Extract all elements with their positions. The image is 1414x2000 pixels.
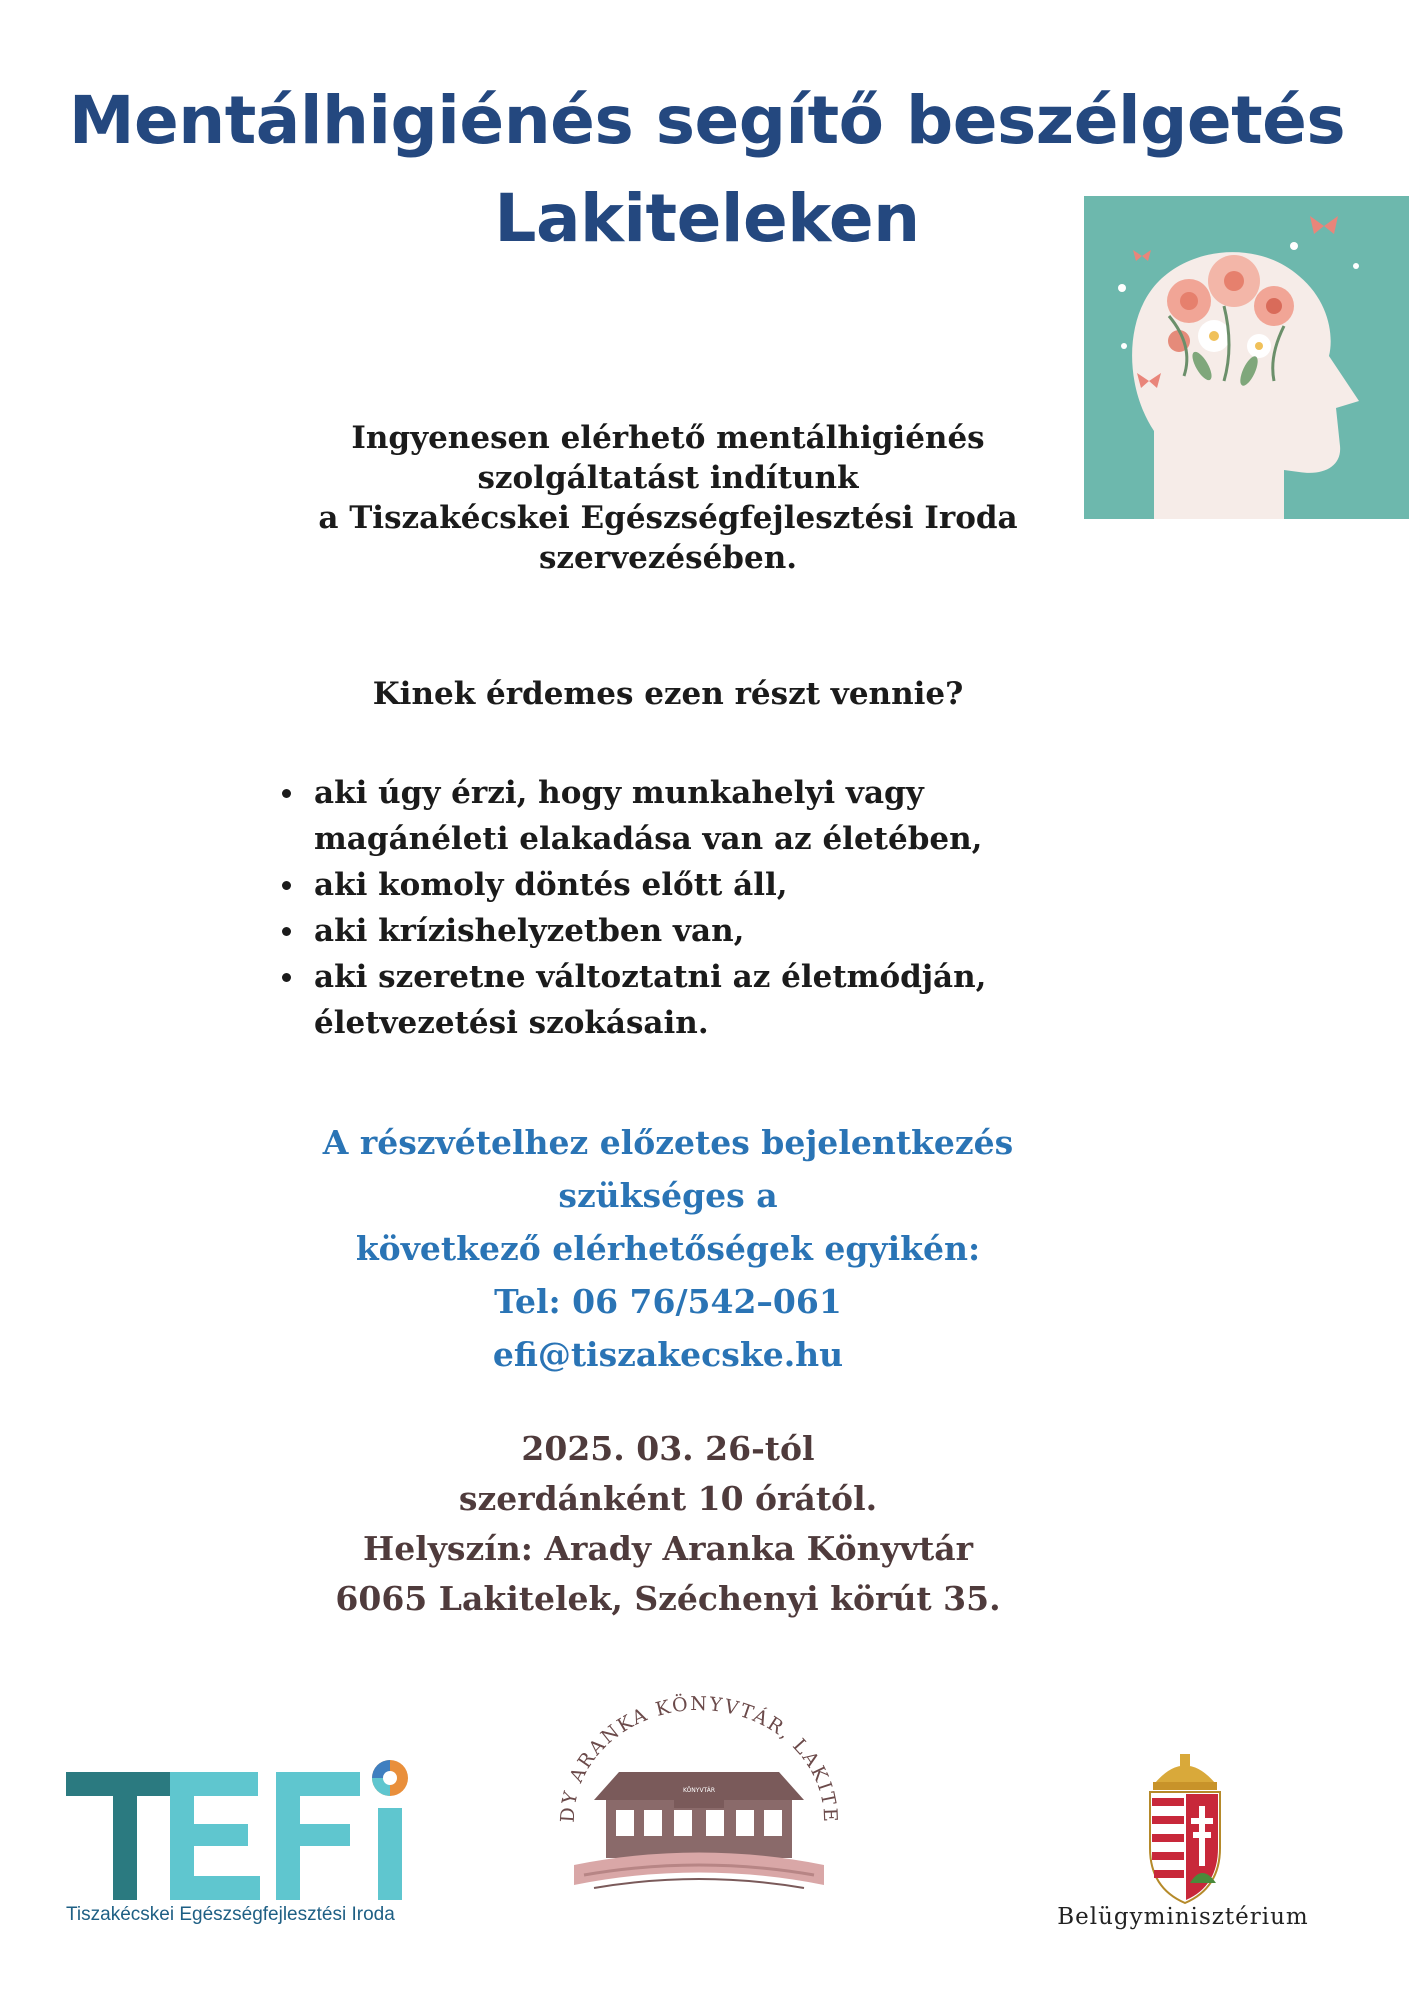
library-sign: KÖNYVTÁR [682, 1787, 716, 1794]
list-item-line: aki úgy érzi, hogy munkahelyi vagy [314, 775, 924, 811]
schedule-place: Helyszín: Arady Aranka Könyvtár [363, 1529, 973, 1568]
list-item [278, 862, 1098, 908]
intro-line-3: a Tiszakécskei Egészségfejlesztési Iroda [318, 500, 1018, 536]
list-item-line: aki krízishelyzetben van, [314, 913, 745, 949]
list-item-line: életvezetési szokásain. [314, 1005, 709, 1041]
head-flowers-icon [1084, 196, 1409, 519]
contact-line-1: A részvételhez előzetes bejelentkezés [322, 1123, 1014, 1162]
ministry-logo [1120, 1748, 1250, 1908]
schedule-date: 2025. 03. 26-tól [521, 1429, 815, 1468]
hungarian-coat-of-arms-icon [1120, 1748, 1250, 1908]
list-item-line: aki szeretne változtatni az életmódján, [314, 959, 987, 995]
library-logo-icon [514, 1660, 884, 1920]
list-item-line: magánéleti elakadása van az életében, [314, 821, 983, 857]
list-item [278, 954, 1098, 1046]
contact-block [250, 1116, 1086, 1381]
target-question: Kinek érdemes ezen részt vennie? [372, 676, 964, 712]
intro-line-4: szervezésében. [538, 540, 798, 576]
list-item [278, 770, 1098, 862]
contact-line-3: következő elérhetőségek egyikén: [355, 1229, 981, 1268]
target-list [278, 770, 1098, 1046]
bullet-icon [282, 927, 291, 936]
tefi-caption: Tiszakécskei Egészségfejlesztési Iroda [66, 1904, 395, 1925]
schedule-block [250, 1424, 1086, 1624]
contact-phone: Tel: 06 76/542–061 [494, 1282, 842, 1321]
schedule-time: szerdánként 10 órától. [458, 1479, 878, 1518]
library-logo [514, 1660, 884, 1920]
intro-line-1: Ingyenesen elérhető mentálhigiénés [351, 420, 985, 456]
library-arc-text: DY ARANKA KÖNYVTÁR, LAKITE [556, 1692, 842, 1825]
title-line-1: Mentálhigiénés segítő beszélgetés [68, 82, 1346, 159]
list-item-line: aki komoly döntés előtt áll, [314, 867, 788, 903]
bullet-icon [282, 789, 291, 798]
contact-line-2: szükséges a [558, 1176, 778, 1215]
bullet-icon [282, 881, 291, 890]
intro-line-2: szolgáltatást indítunk [477, 460, 859, 496]
bullet-icon [282, 973, 291, 982]
ministry-caption: Belügyminisztérium [1057, 1904, 1309, 1930]
intro-paragraph [250, 418, 1086, 578]
head-flowers-illustration [1084, 196, 1409, 519]
title-line-2: Lakiteleken [494, 180, 920, 257]
schedule-address: 6065 Lakitelek, Széchenyi körút 35. [335, 1579, 1001, 1618]
list-item [278, 908, 1098, 954]
contact-email: efi@tiszakecske.hu [492, 1335, 844, 1374]
tefi-logo-icon [66, 1752, 436, 1902]
